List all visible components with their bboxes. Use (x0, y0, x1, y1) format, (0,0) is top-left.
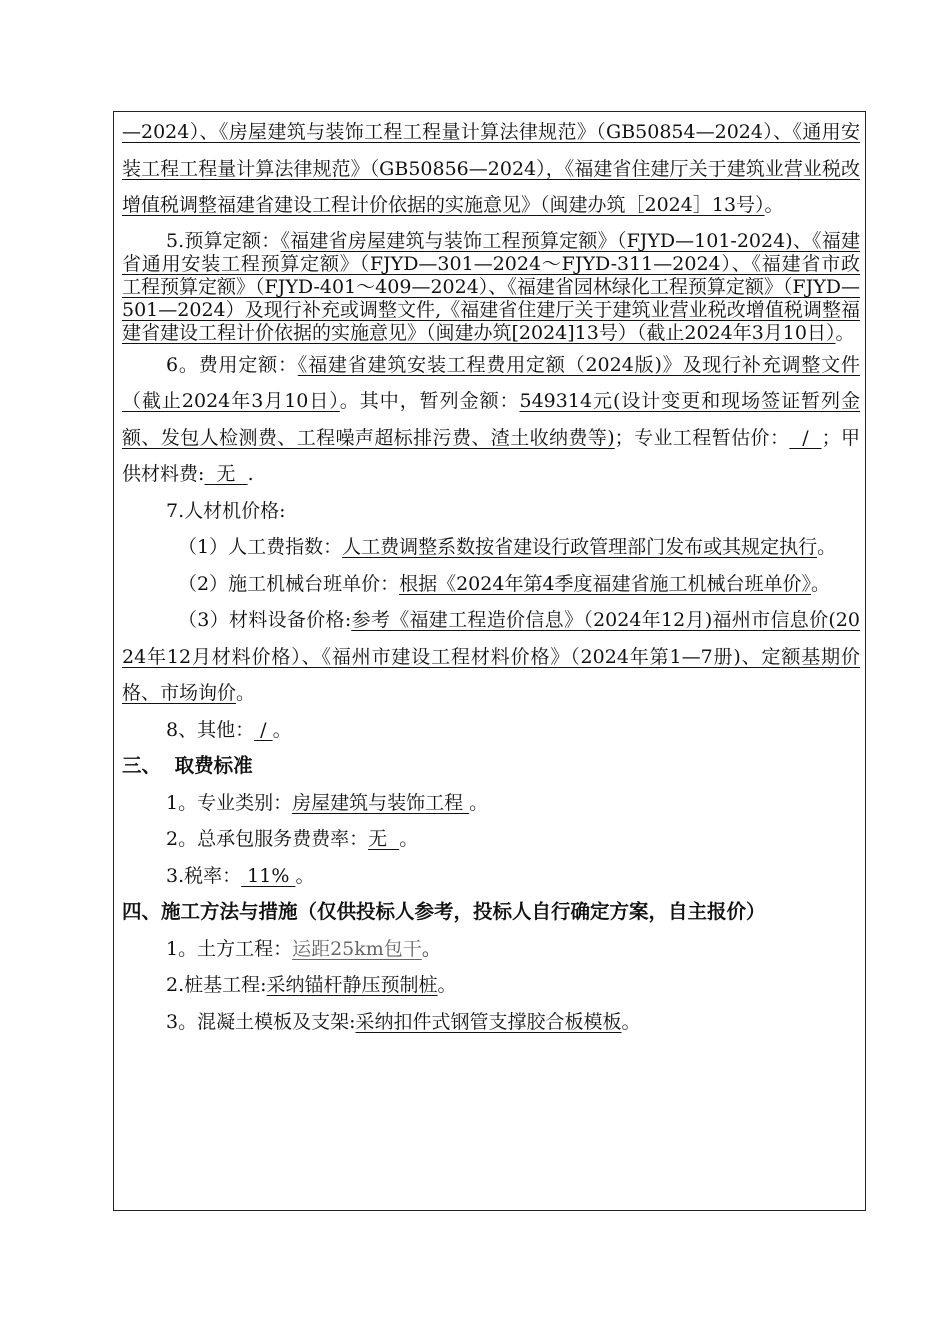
supplied-material-fee: 无 (204, 463, 248, 485)
labor-index-paragraph: （1）人工费指数：人工费调整系数按省建设行政管理部门发布或其规定执行。 (178, 536, 837, 558)
pile-foundation-item: 2.桩基工程:采纳锚杆静压预制桩。 (166, 974, 457, 996)
tax-rate: 3.税率： 11% 。 (166, 864, 315, 887)
service-fee-rate: 2。总承包服务费费率：无 。 (166, 828, 419, 850)
provisional-amount: 549314元(设计变更和现场签证暂列金额、发包人检测费、工程噪声超标排污费、渣土收纳费等) (122, 390, 860, 449)
specialty-category: 1。专业类别：房屋建筑与装饰工程 。 (166, 791, 489, 814)
standards-text: —2024）、《房屋建筑与装饰工程工程量计算法律规范》（GB50854—2024）、《通用安装工程工程量计算法律规范》（GB50856—2024），《福建省住建厅关于建筑业营业税改增值税调整福建省建设工程计价依据的实施意见》（闽建办筑［2024］13号） (122, 121, 860, 216)
material-price-paragraph: （3）材料设备价格:参考《福建工程造价信息》（2024年12月)福州市信息价(2024年12月材料价格）、《福州市建设工程材料价格》（2024年第1—7册)、定额基期价格、市场询价。 (122, 609, 860, 704)
document-body (122, 114, 860, 1040)
other-value: / (254, 718, 273, 741)
specialty-category-value: 房屋建筑与装饰工程 (292, 791, 470, 814)
pile-foundation-value: 采纳锚杆静压预制桩 (266, 974, 438, 996)
other-paragraph: 8、其他： / 。 (166, 718, 292, 741)
budget-quota-paragraph: 5.预算定额：《福建省房屋建筑与装饰工程预算定额》（FJYD—101-2024)、《福建省通用安装工程预算定额》（FJYD—301—2024～FJYD-311—2024）、《福建省市政工程预算定额》（FJYD-401～409—2024）、《福建省园林绿化工程预算定额》（FJYD—501—2024）及现行补充或调整文件,《福建省住建厅关于建筑业营业税改增值税调整福建省建设工程计价依据的实施意见》（闽建办筑[2024]13号）（截止2024年3月10日）。 (122, 229, 860, 344)
standards-paragraph-continued: —2024）、《房屋建筑与装饰工程工程量计算法律规范》（GB50854—2024）、《通用安装工程工程量计算法律规范》（GB50856—2024），《福建省住建厅关于建筑业营业税改增值税调整福建省建设工程计价依据的实施意见》（闽建办筑［2024］13号）。 (122, 121, 860, 216)
section-3-heading: 三、 取费标准 (122, 754, 253, 777)
machine-price-paragraph: （2）施工机械台班单价：根据《2024年第4季度福建省施工机械台班单价》。 (178, 572, 831, 595)
tax-rate-value: 11% (241, 864, 296, 887)
earthwork-item: 1。土方工程：运距25km包干。 (166, 937, 441, 960)
budget-quota-label: 5.预算定额： (166, 229, 281, 252)
formwork-value: 采纳扣件式钢管支撑胶合板模板 (355, 1010, 622, 1033)
service-fee-rate-value: 无 (368, 828, 400, 850)
fee-quota-paragraph: 6。费用定额：《福建省建筑安装工程费用定额（2024版)》及现行补充调整文件（截止2024年3月10日）。其中，暂列金额：549314元(设计变更和现场签证暂列金额、发包人检测费、工程噪声超标排污费、渣土收纳费等)；专业工程暂估价： / ；甲供材料费: 无 . (122, 353, 860, 485)
formwork-item: 3。混凝土模板及支架:采纳扣件式钢管支撑胶合板模板。 (166, 1010, 641, 1033)
section-4-heading: 四、施工方法与措施（仅供投标人参考，投标人自行确定方案，自主报价） (122, 900, 766, 923)
earthwork-value: 运距25km包干 (292, 937, 422, 960)
labor-index-text: 人工费调整系数按省建设行政管理部门发布或其规定执行 (342, 536, 818, 558)
labor-material-machine-heading: 7.人材机价格: (166, 499, 286, 522)
machine-price-text: 根据《2024年第4季度福建省施工机械台班单价》 (399, 572, 812, 595)
budget-quota-text: 《福建省房屋建筑与装饰工程预算定额》（FJYD—101-2024)、《福建省通用安装工程预算定额》（FJYD—301—2024～FJYD-311—2024）、《福建省市政工程预算定额》（FJYD-401～409—2024）、《福建省园林绿化工程预算定额》（FJYD—501—2024）及现行补充或调整文件,《福建省住建厅关于建筑业营业税改增值税调整福建省建设工程计价依据的实施意见》（闽建办筑[2024]13号）（截止2024年3月10日） (122, 229, 860, 344)
professional-estimate: / (789, 426, 822, 449)
fee-quota-label: 6。费用定额： (166, 353, 298, 376)
fee-quota-text: 《福建省建筑安装工程费用定额（2024版)》及现行补充调整文件（截止2024年3月10日） (122, 353, 860, 412)
material-price-text: 参考《福建工程造价信息》（2024年12月)福州市信息价(2024年12月材料价格）、《福州市建设工程材料价格》（2024年第1—7册)、定额基期价格、市场询价 (122, 609, 860, 704)
